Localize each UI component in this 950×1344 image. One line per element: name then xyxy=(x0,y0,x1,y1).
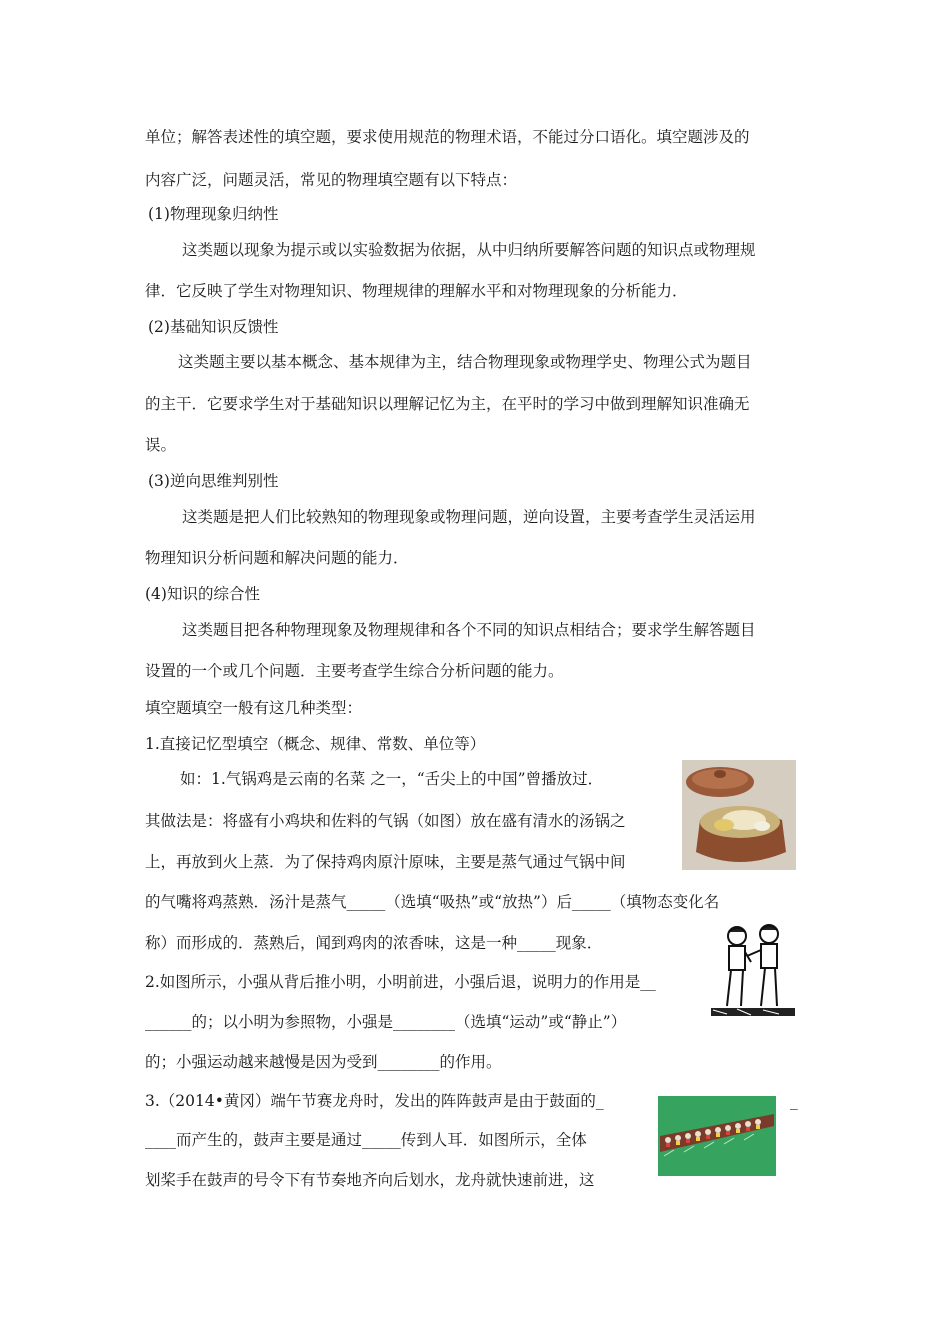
text-line: 物理知识分析问题和解决问题的能力． xyxy=(145,549,409,567)
text-line: 这类题是把人们比较熟知的物理现象或物理问题，逆向设置，主要考查学生灵活运用 xyxy=(182,508,756,526)
stray-underscore: _ xyxy=(790,1092,798,1110)
text-line: 填空题填空一般有这几种类型： xyxy=(145,699,363,717)
text-line: 律．它反映了学生对物理知识、物理规律的理解水平和对物理现象的分析能力． xyxy=(145,282,688,300)
boys-pushing-illustration xyxy=(707,918,797,1022)
text-line: 这类题目把各种物理现象及物理规律和各个不同的知识点相结合；要求学生解答题目 xyxy=(182,621,756,639)
question-2-line: ______的；以小明为参照物，小强是________（选填“运动”或“静止”） xyxy=(145,1013,627,1031)
text-line: 误。 xyxy=(145,436,177,454)
section-heading: (4)知识的综合性 xyxy=(145,585,260,603)
question-1-line: 称）而形成的．蒸熟后，闻到鸡肉的浓香味，这是一种_____现象． xyxy=(145,934,603,952)
question-1-line: 的气嘴将鸡蒸熟．汤汁是蒸气_____（选填“吸热”或“放热”）后_____（填物态变化名 xyxy=(145,893,720,911)
text-line: 这类题以现象为提示或以实验数据为依据，从中归纳所要解答问题的知识点或物理规 xyxy=(182,241,756,259)
section-heading: 1.直接记忆型填空（概念、规律、常数、单位等） xyxy=(145,735,486,753)
boys-pushing-image xyxy=(707,918,797,1022)
question-1-line: 其做法是：将盛有小鸡块和佐料的气锅（如图）放在盛有清水的汤锅之 xyxy=(145,812,626,830)
steam-pot-image xyxy=(682,760,796,870)
dragon-boat-image xyxy=(658,1096,776,1176)
question-2-line: 的；小强运动越来越慢是因为受到________的作用。 xyxy=(145,1053,502,1071)
question-3-line: ____而产生的，鼓声主要是通过_____传到人耳．如图所示，全体 xyxy=(145,1131,587,1149)
section-heading: (2)基础知识反馈性 xyxy=(148,318,279,336)
section-heading: (1)物理现象归纳性 xyxy=(148,205,279,223)
text-line: 内容广泛，问题灵活，常见的物理填空题有以下特点： xyxy=(145,171,518,189)
dragon-boat-illustration xyxy=(658,1096,776,1176)
question-1-line: 如：1.气锅鸡是云南的名菜 之一，“舌尖上的中国”曾播放过． xyxy=(180,770,604,788)
text-line: 单位；解答表述性的填空题，要求使用规范的物理术语，不能过分口语化。填空题涉及的 xyxy=(145,128,750,146)
question-2-line: 2.如图所示，小强从背后推小明，小明前进，小强后退，说明力的作用是__ xyxy=(145,973,656,991)
text-line: 的主干．它要求学生对于基础知识以理解记忆为主，在平时的学习中做到理解知识准确无 xyxy=(145,395,750,413)
section-heading: (3)逆向思维判别性 xyxy=(148,472,279,490)
question-1-line: 上，再放到火上蒸．为了保持鸡肉原汁原味，主要是蒸气通过气锅中间 xyxy=(145,853,626,871)
text-line: 设置的一个或几个问题．主要考查学生综合分析问题的能力。 xyxy=(145,662,564,680)
question-3-line: 3.（2014•黄冈）端午节赛龙舟时，发出的阵阵鼓声是由于鼓面的_ xyxy=(145,1092,604,1110)
text-line: 这类题主要以基本概念、基本规律为主，结合物理现象或物理学史、物理公式为题目 xyxy=(178,353,752,371)
question-3-line: 划桨手在鼓声的号令下有节奏地齐向后划水，龙舟就快速前进，这 xyxy=(145,1171,595,1189)
steam-pot-illustration xyxy=(682,760,796,870)
